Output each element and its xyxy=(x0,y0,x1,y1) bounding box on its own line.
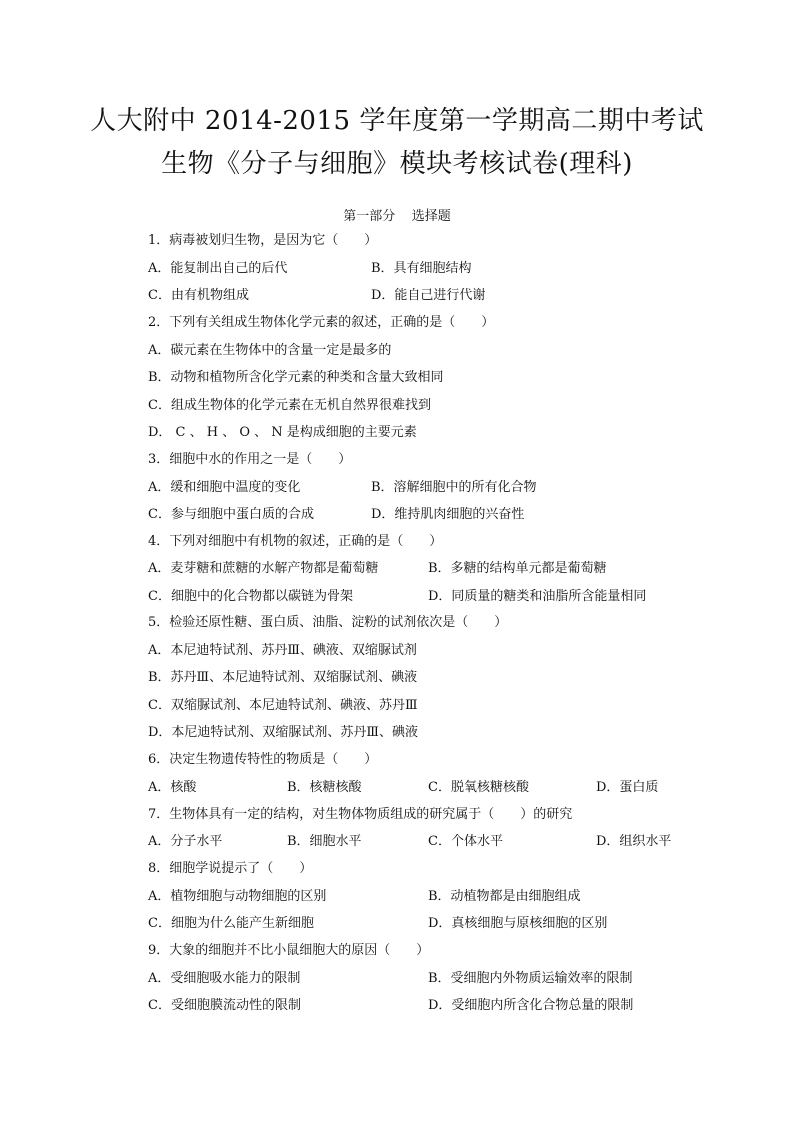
question-4-option-d: D．同质量的糖类和油脂所含能量相同 xyxy=(428,589,647,604)
question-9-option-b: B．受细胞内外物质运输效率的限制 xyxy=(428,971,633,986)
question-3-option-c: C．参与细胞中蛋白质的合成 xyxy=(148,507,314,522)
question-6-option-a: A．核酸 xyxy=(148,780,197,795)
section-heading: 第一部分 选择题 xyxy=(343,209,451,224)
question-2-option-d: D． C 、 H 、 O 、 N 是构成细胞的主要元素 xyxy=(148,425,417,440)
question-8-stem: 8．细胞学说提示了（ ） xyxy=(148,861,313,876)
question-9-option-d: D．受细胞内所含化合物总量的限制 xyxy=(428,998,634,1013)
question-3-option-b: B．溶解细胞中的所有化合物 xyxy=(371,480,537,495)
question-6-option-d: D．蛋白质 xyxy=(596,780,659,795)
question-2-option-b: B．动物和植物所含化学元素的种类和含量大致相同 xyxy=(148,370,444,385)
question-8-option-c: C．细胞为什么能产生新细胞 xyxy=(148,916,314,931)
question-8-option-a: A．植物细胞与动物细胞的区别 xyxy=(148,889,327,904)
question-3-option-a: A．缓和细胞中温度的变化 xyxy=(148,480,301,495)
question-5-option-c: C．双缩脲试剂、本尼迪特试剂、碘液、苏丹Ⅲ xyxy=(148,698,418,713)
question-1-option-c: C．由有机物组成 xyxy=(148,288,249,303)
question-6-stem: 6．决定生物遗传特性的物质是（ ） xyxy=(148,752,378,767)
question-8-option-b: B．动植物都是由细胞组成 xyxy=(428,889,581,904)
question-5-option-a: A．本尼迪特试剂、苏丹Ⅲ、碘液、双缩脲试剂 xyxy=(148,643,417,658)
question-5-stem: 5．检验还原性糖、蛋白质、油脂、淀粉的试剂依次是（ ） xyxy=(148,615,508,630)
question-9-stem: 9．大象的细胞并不比小鼠细胞大的原因（ ） xyxy=(148,943,430,958)
question-5-option-b: B．苏丹Ⅲ、本尼迪特试剂、双缩脲试剂、碘液 xyxy=(148,670,418,685)
question-4-stem: 4．下列对细胞中有机物的叙述，正确的是（ ） xyxy=(148,534,443,549)
question-3-stem: 3．细胞中水的作用之一是（ ） xyxy=(148,452,352,467)
question-4-option-b: B．多糖的结构单元都是葡萄糖 xyxy=(428,561,607,576)
exam-title-line2: 生物《分子与细胞》模块考核试卷(理科) xyxy=(161,149,633,179)
question-1-option-d: D．能自己进行代谢 xyxy=(371,288,486,303)
question-1-option-a: A．能复制出自己的后代 xyxy=(148,261,288,276)
question-4-option-c: C．细胞中的化合物都以碳链为骨架 xyxy=(148,589,353,604)
question-5-option-d: D．本尼迪特试剂、双缩脲试剂、苏丹Ⅲ、碘液 xyxy=(148,725,418,740)
question-7-option-b: B．细胞水平 xyxy=(287,834,362,849)
question-7-option-a: A．分子水平 xyxy=(148,834,223,849)
question-4-option-a: A．麦芽糖和蔗糖的水解产物都是葡萄糖 xyxy=(148,561,379,576)
question-3-option-d: D．维持肌肉细胞的兴奋性 xyxy=(371,507,525,522)
question-7-option-d: D．组织水平 xyxy=(596,834,672,849)
question-2-option-c: C．组成生物体的化学元素在无机自然界很难找到 xyxy=(148,398,431,413)
question-9-option-a: A．受细胞吸水能力的限制 xyxy=(148,971,301,986)
question-7-stem: 7．生物体具有一定的结构，对生物体物质组成的研究属于（ ）的研究 xyxy=(148,807,573,822)
question-2-stem: 2．下列有关组成生物体化学元素的叙述，正确的是（ ） xyxy=(148,315,495,330)
exam-title-line1: 人大附中 2014-2015 学年度第一学期高二期中考试 xyxy=(90,106,704,136)
question-1-option-b: B．具有细胞结构 xyxy=(371,261,472,276)
question-8-option-d: D．真核细胞与原核细胞的区别 xyxy=(428,916,608,931)
question-2-option-a: A．碳元素在生物体中的含量一定是最多的 xyxy=(148,343,392,358)
question-6-option-b: B．核糖核酸 xyxy=(287,780,362,795)
question-6-option-c: C．脱氧核糖核酸 xyxy=(428,780,529,795)
question-9-option-c: C．受细胞膜流动性的限制 xyxy=(148,998,301,1013)
question-1-stem: 1．病毒被划归生物，是因为它（ ） xyxy=(148,233,378,248)
question-7-option-c: C．个体水平 xyxy=(428,834,503,849)
